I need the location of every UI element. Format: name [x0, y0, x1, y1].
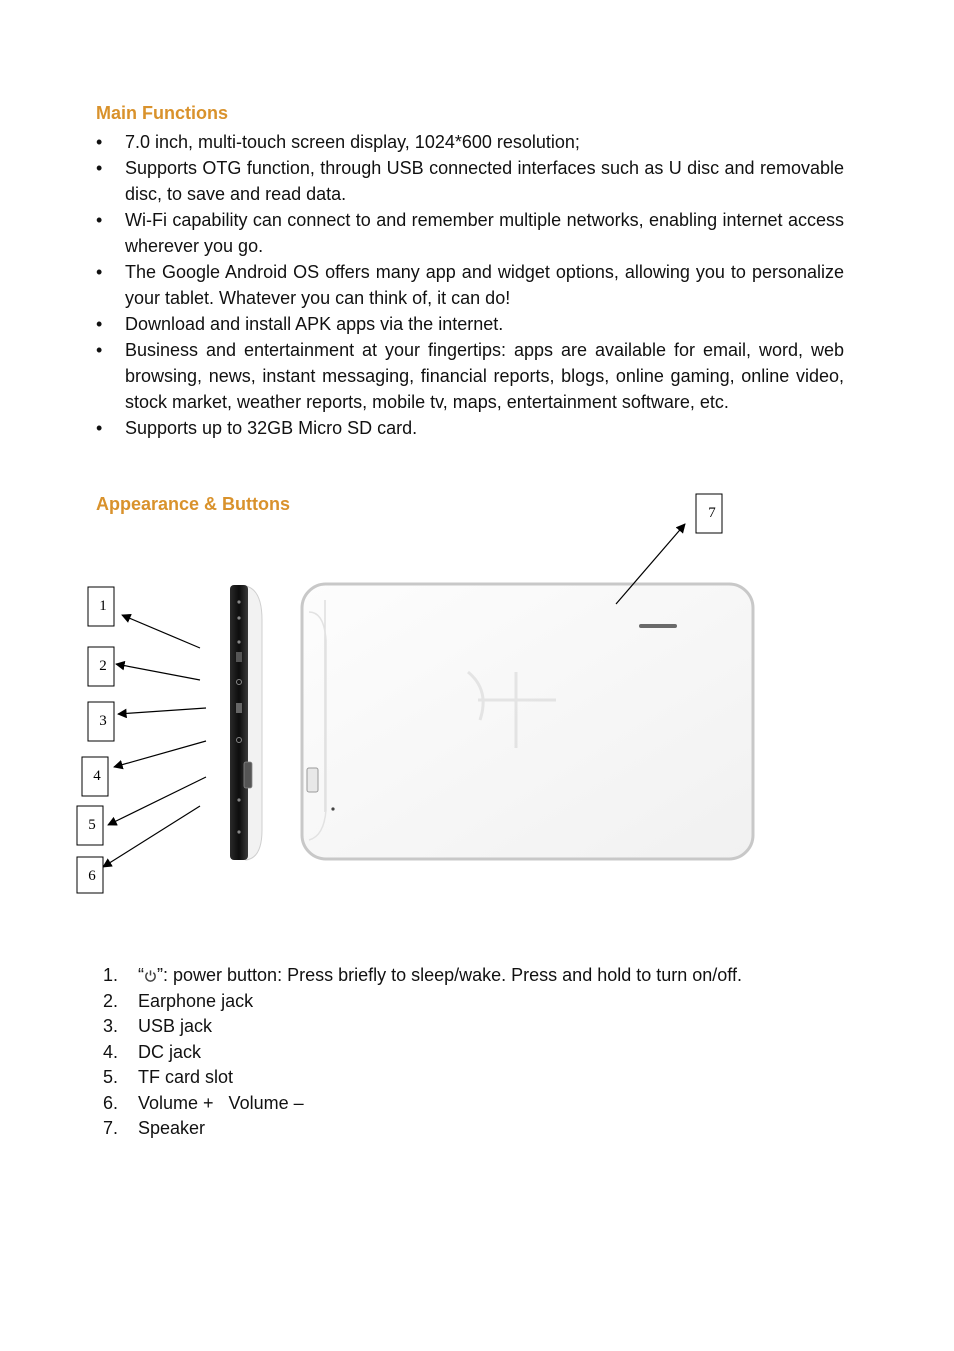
part-number: 6.: [103, 1092, 119, 1113]
part-number: 4.: [103, 1041, 119, 1062]
part-item: [103, 989, 742, 1015]
tablet-side-view: [230, 585, 262, 860]
svg-text:7: 7: [708, 505, 716, 521]
callout-6: [77, 857, 103, 893]
open-quote: “: [138, 965, 144, 985]
part-item: [103, 1091, 742, 1117]
part-label: DC jack: [138, 1041, 202, 1062]
feature-item: • Supports OTG function, through USB connected interfaces such as U disc and removable disc, to save and read data.: [96, 156, 844, 208]
feature-item: • Download and install APK apps via the internet.: [96, 312, 844, 338]
part-label: USB jack: [138, 1016, 213, 1036]
part-label: Earphone jack: [138, 990, 254, 1011]
part-label: TF card slot: [138, 1067, 234, 1087]
callout-5: [77, 806, 103, 845]
power-icon: [144, 969, 157, 982]
part-item: [103, 1040, 742, 1066]
feature-item: • Business and entertainment at your fingertips: apps are available for email, word, web browsing, news, instant messaging, financial reports, blogs, online gaming, online video, stock market, weather reports, mobile tv, maps, entertainment software, etc.: [96, 338, 844, 415]
feature-item: • The Google Android OS offers many app and widget options, allowing you to personalize your tablet. Whatever you can think of, it can do!: [96, 260, 844, 312]
part-number: 1.: [103, 965, 119, 985]
part-item: [103, 1014, 742, 1040]
svg-text:4: 4: [93, 768, 101, 784]
appearance-heading: Appearance & Buttons: [96, 494, 291, 514]
part-label: Speaker: [138, 1118, 206, 1138]
svg-text:5: 5: [88, 817, 96, 833]
part-number: 3.: [103, 1016, 119, 1036]
callout-4: [82, 757, 108, 796]
part-label: Volume + Volume –: [138, 1092, 304, 1113]
tablet-back-view: [302, 584, 753, 859]
part-number: 7.: [103, 1118, 119, 1138]
svg-text:2: 2: [99, 658, 107, 674]
callout-7: [696, 494, 722, 533]
feature-item: • Supports up to 32GB Micro SD card.: [96, 416, 844, 442]
svg-text:3: 3: [99, 713, 107, 729]
part-item: [103, 963, 742, 989]
part-number: 5.: [103, 1067, 119, 1087]
parts-list: [103, 963, 742, 1142]
part-item: [103, 1065, 742, 1091]
svg-text:6: 6: [88, 868, 96, 884]
feature-item: • 7.0 inch, multi-touch screen display, 1024*600 resolution;: [96, 130, 844, 156]
part-number: 2.: [103, 990, 119, 1011]
part-label: ”: power button: Press briefly to sleep/wake. Press and hold to turn on/off.: [157, 965, 742, 985]
svg-text:1: 1: [99, 598, 107, 614]
main-functions-heading: Main Functions: [96, 103, 228, 123]
feature-item: • Wi-Fi capability can connect to and remember multiple networks, enabling internet access wherever you go.: [96, 208, 844, 260]
callout-2: [88, 647, 114, 686]
callout-3: [88, 702, 114, 741]
callout-1: [88, 587, 114, 626]
part-item: [103, 1116, 742, 1142]
